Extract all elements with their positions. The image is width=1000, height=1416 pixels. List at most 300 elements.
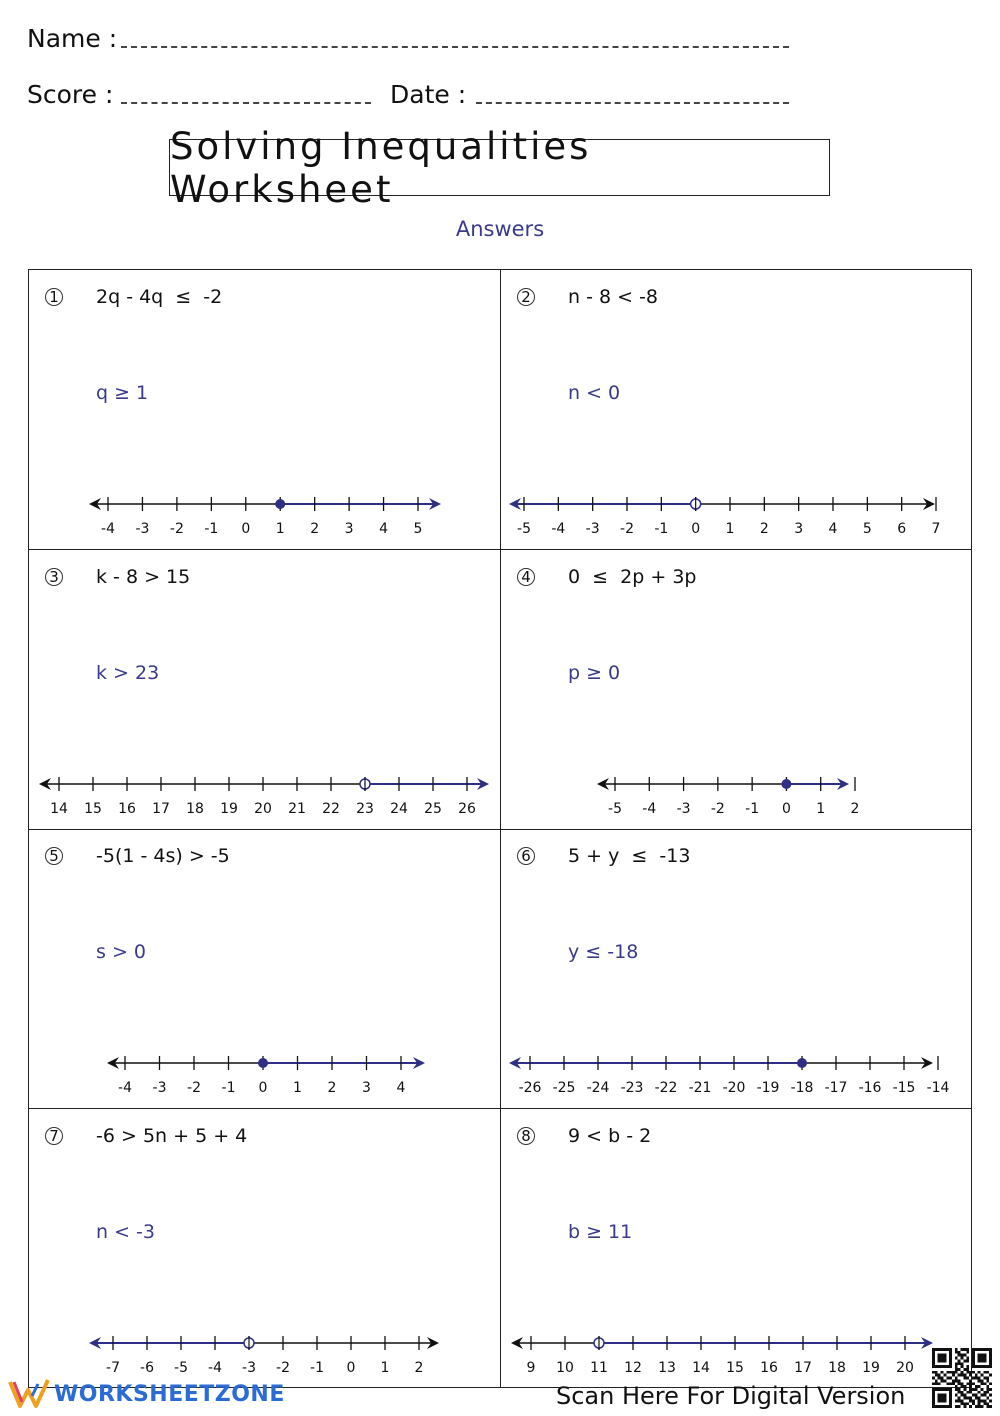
problem-number: 1: [45, 288, 63, 306]
qr-module: [981, 1405, 984, 1408]
tick-label: 24: [390, 800, 408, 817]
qr-module: [943, 1397, 946, 1400]
qr-module: [932, 1402, 935, 1405]
qr-module: [941, 1379, 944, 1382]
answer-text: n < -3: [96, 1220, 155, 1243]
qr-module: [932, 1399, 935, 1402]
qr-module: [946, 1371, 949, 1374]
tick-label: 2: [414, 1359, 424, 1376]
date-label: Date :: [390, 80, 467, 109]
problem-cell: [29, 1109, 501, 1389]
qr-module: [932, 1359, 935, 1362]
tick-label: 1: [816, 800, 826, 817]
number-line: [501, 1319, 973, 1389]
qr-module: [943, 1354, 946, 1357]
problem-cell: [501, 550, 973, 830]
qr-module: [958, 1359, 961, 1362]
tick-label: 10: [556, 1359, 574, 1376]
score-line[interactable]: [121, 102, 371, 104]
number-line: [501, 1039, 973, 1109]
qr-module: [981, 1388, 984, 1391]
qr-module: [955, 1377, 958, 1380]
tick-label: -23: [620, 1080, 644, 1096]
tick-label: -1: [654, 521, 669, 537]
qr-module: [938, 1394, 941, 1397]
qr-module: [978, 1402, 981, 1405]
qr-module: [961, 1382, 964, 1385]
qr-module: [972, 1359, 975, 1362]
qr-module: [983, 1365, 986, 1368]
qr-module: [981, 1399, 984, 1402]
qr-module: [972, 1377, 975, 1380]
tick-label: -2: [169, 521, 184, 537]
qr-module: [949, 1397, 952, 1400]
qr-module: [972, 1371, 975, 1374]
qr-module: [975, 1394, 978, 1397]
qr-module: [966, 1402, 969, 1405]
qr-module: [943, 1357, 946, 1360]
problem-text: 9 < b - 2: [568, 1124, 652, 1147]
tick-label: -1: [745, 800, 760, 817]
qr-module: [989, 1359, 992, 1362]
tick-label: -14: [926, 1080, 950, 1096]
qr-module: [935, 1348, 938, 1351]
qr-module: [938, 1388, 941, 1391]
tick-label: 2: [759, 521, 769, 537]
qr-module: [938, 1348, 941, 1351]
qr-module: [949, 1391, 952, 1394]
tick-label: 7: [931, 521, 941, 537]
qr-module: [958, 1397, 961, 1400]
tick-label: 18: [828, 1359, 846, 1376]
qr-module: [961, 1371, 964, 1374]
qr-module: [989, 1348, 992, 1351]
tick-label: 15: [84, 800, 102, 817]
tick-label: 2: [327, 1080, 337, 1096]
qr-module: [952, 1379, 955, 1382]
qr-module: [978, 1371, 981, 1374]
qr-module: [955, 1351, 958, 1354]
tick-label: -3: [242, 1359, 256, 1376]
qr-module: [963, 1394, 966, 1397]
problem-text: -6 > 5n + 5 + 4: [96, 1124, 248, 1147]
qr-module: [938, 1374, 941, 1377]
tick-label: -4: [642, 800, 657, 817]
qr-module: [989, 1388, 992, 1391]
tick-label: 2: [310, 521, 320, 537]
qr-module: [932, 1348, 935, 1351]
qr-module: [943, 1348, 946, 1351]
qr-module: [983, 1402, 986, 1405]
tick-label: 1: [725, 521, 735, 537]
tick-label: 3: [344, 521, 354, 537]
answer-text: n < 0: [568, 382, 621, 404]
tick-label: -5: [174, 1359, 188, 1376]
qr-module: [932, 1397, 935, 1400]
qr-module: [978, 1359, 981, 1362]
problem-cell: [501, 829, 973, 1109]
qr-module: [946, 1365, 949, 1368]
qr-module: [981, 1357, 984, 1360]
qr-module: [941, 1377, 944, 1380]
tick-label: 6: [897, 521, 907, 537]
qr-module: [949, 1365, 952, 1368]
qr-module: [989, 1362, 992, 1365]
qr-module: [989, 1365, 992, 1368]
qr-module: [955, 1348, 958, 1351]
tick-label: -3: [152, 1080, 167, 1096]
qr-module: [983, 1348, 986, 1351]
qr-module: [949, 1357, 952, 1360]
qr-module: [975, 1377, 978, 1380]
qr-module: [955, 1394, 958, 1397]
problem-number: 5: [45, 847, 63, 865]
qr-module: [932, 1371, 935, 1374]
qr-module: [978, 1397, 981, 1400]
qr-module: [969, 1391, 972, 1394]
qr-module: [978, 1365, 981, 1368]
tick-label: -20: [722, 1080, 746, 1096]
qr-module: [955, 1362, 958, 1365]
qr-module: [961, 1354, 964, 1357]
tick-label: 5: [413, 521, 423, 537]
qr-module: [963, 1374, 966, 1377]
qr-module: [983, 1357, 986, 1360]
qr-module: [938, 1405, 941, 1408]
title-text: Solving Inequalities Worksheet: [170, 124, 592, 211]
qr-module: [981, 1374, 984, 1377]
tick-label: 15: [726, 1359, 744, 1376]
tick-label: 22: [322, 800, 340, 817]
qr-module: [989, 1357, 992, 1360]
qr-module: [943, 1388, 946, 1391]
qr-module: [966, 1351, 969, 1354]
qr-module: [932, 1394, 935, 1397]
qr-module: [986, 1385, 989, 1388]
qr-module: [958, 1362, 961, 1365]
qr-module: [981, 1354, 984, 1357]
tick-label: -2: [187, 1080, 201, 1096]
qr-module: [943, 1394, 946, 1397]
qr-module: [961, 1374, 964, 1377]
tick-label: 19: [220, 800, 238, 817]
qr-module: [981, 1359, 984, 1362]
tick-label: -22: [654, 1080, 678, 1096]
qr-module: [943, 1399, 946, 1402]
qr-module: [941, 1397, 944, 1400]
qr-module: [966, 1382, 969, 1385]
qr-module: [946, 1388, 949, 1391]
tick-label: 16: [760, 1359, 778, 1376]
tick-label: -4: [551, 521, 566, 537]
qr-module: [986, 1391, 989, 1394]
qr-module: [938, 1377, 941, 1380]
qr-module: [983, 1377, 986, 1380]
qr-module: [966, 1368, 969, 1371]
qr-module: [978, 1399, 981, 1402]
qr-code-icon[interactable]: [932, 1348, 992, 1408]
qr-module: [978, 1357, 981, 1360]
tick-label: -21: [688, 1080, 712, 1096]
name-line[interactable]: [121, 46, 789, 48]
qr-module: [972, 1394, 975, 1397]
qr-module: [961, 1399, 964, 1402]
qr-module: [966, 1357, 969, 1360]
qr-module: [938, 1382, 941, 1385]
qr-module: [981, 1382, 984, 1385]
qr-module: [978, 1354, 981, 1357]
qr-module: [966, 1391, 969, 1394]
qr-module: [941, 1354, 944, 1357]
qr-module: [946, 1382, 949, 1385]
qr-module: [963, 1385, 966, 1388]
problem-cell: [501, 1109, 973, 1389]
qr-module: [975, 1385, 978, 1388]
qr-module: [972, 1362, 975, 1365]
qr-module: [943, 1359, 946, 1362]
closed-point: [258, 1058, 268, 1068]
qr-module: [935, 1365, 938, 1368]
qr-module: [941, 1405, 944, 1408]
qr-module: [952, 1374, 955, 1377]
qr-module: [943, 1374, 946, 1377]
tick-label: -5: [608, 800, 622, 817]
qr-module: [981, 1379, 984, 1382]
qr-module: [969, 1399, 972, 1402]
tick-label: 19: [862, 1359, 880, 1376]
tick-label: 13: [658, 1359, 676, 1376]
qr-module: [941, 1365, 944, 1368]
tick-label: 4: [379, 521, 389, 537]
tick-label: 23: [356, 800, 374, 817]
qr-module: [978, 1391, 981, 1394]
tick-label: -26: [518, 1080, 542, 1096]
tick-label: 20: [254, 800, 272, 817]
qr-module: [946, 1377, 949, 1380]
qr-module: [958, 1382, 961, 1385]
qr-module: [972, 1365, 975, 1368]
qr-module: [946, 1348, 949, 1351]
qr-module: [983, 1399, 986, 1402]
tick-label: -3: [585, 521, 600, 537]
tick-label: -15: [892, 1080, 916, 1096]
qr-module: [932, 1362, 935, 1365]
qr-module: [963, 1397, 966, 1400]
problem-number: 3: [45, 568, 63, 586]
qr-module: [989, 1382, 992, 1385]
qr-module: [969, 1374, 972, 1377]
qr-module: [986, 1388, 989, 1391]
tick-label: -2: [620, 521, 634, 537]
problem-number: 6: [517, 847, 535, 865]
tick-label: -3: [135, 521, 150, 537]
qr-module: [949, 1405, 952, 1408]
qr-module: [941, 1388, 944, 1391]
tick-label: 1: [275, 521, 285, 537]
qr-module: [963, 1348, 966, 1351]
tick-label: 26: [458, 800, 476, 817]
tick-label: -4: [101, 521, 115, 537]
problem-text: 0 ≤ 2p + 3p: [568, 565, 697, 588]
qr-module: [949, 1362, 952, 1365]
scan-text: Scan Here For Digital Version: [556, 1382, 906, 1410]
qr-module: [946, 1405, 949, 1408]
qr-module: [978, 1348, 981, 1351]
number-line: [29, 480, 501, 550]
qr-module: [986, 1402, 989, 1405]
answers-subtitle: Answers: [455, 217, 545, 241]
problem-text: k - 8 > 15: [96, 565, 191, 588]
qr-module: [975, 1365, 978, 1368]
qr-module: [958, 1368, 961, 1371]
answer-text: y ≤ -18: [568, 941, 639, 963]
qr-module: [972, 1388, 975, 1391]
qr-module: [935, 1371, 938, 1374]
qr-module: [969, 1385, 972, 1388]
tick-label: -2: [710, 800, 725, 817]
answer-text: p ≥ 0: [568, 661, 621, 684]
qr-module: [969, 1388, 972, 1391]
qr-module: [941, 1394, 944, 1397]
qr-module: [972, 1354, 975, 1357]
tick-label: 0: [781, 800, 791, 817]
qr-module: [966, 1377, 969, 1380]
qr-module: [969, 1405, 972, 1408]
problem-text: 5 + y ≤ -13: [568, 845, 691, 867]
closed-point: [781, 779, 791, 789]
qr-module: [949, 1351, 952, 1354]
qr-module: [972, 1357, 975, 1360]
qr-module: [949, 1394, 952, 1397]
qr-module: [961, 1357, 964, 1360]
tick-label: 5: [862, 521, 872, 537]
tick-label: 0: [258, 1080, 268, 1096]
qr-module: [975, 1405, 978, 1408]
qr-module: [949, 1402, 952, 1405]
tick-label: 21: [288, 800, 306, 817]
qr-module: [932, 1388, 935, 1391]
qr-module: [963, 1377, 966, 1380]
tick-label: -4: [208, 1359, 222, 1376]
qr-module: [949, 1354, 952, 1357]
date-line[interactable]: [476, 102, 789, 104]
qr-module: [983, 1359, 986, 1362]
number-line: [29, 760, 501, 830]
qr-module: [989, 1405, 992, 1408]
problem-number: 2: [517, 288, 535, 306]
qr-module: [983, 1371, 986, 1374]
qr-module: [955, 1357, 958, 1360]
tick-label: -1: [310, 1359, 324, 1376]
tick-label: 9: [526, 1359, 536, 1376]
qr-module: [963, 1405, 966, 1408]
number-line: [501, 480, 973, 550]
qr-module: [986, 1377, 989, 1380]
qr-module: [969, 1371, 972, 1374]
qr-module: [981, 1394, 984, 1397]
tick-label: 2: [850, 800, 860, 817]
qr-module: [986, 1379, 989, 1382]
qr-module: [972, 1351, 975, 1354]
tick-label: -4: [118, 1080, 132, 1096]
closed-point: [797, 1058, 807, 1068]
qr-module: [961, 1362, 964, 1365]
qr-module: [981, 1348, 984, 1351]
tick-label: 17: [794, 1359, 812, 1376]
qr-module: [938, 1365, 941, 1368]
tick-label: -3: [676, 800, 691, 817]
qr-module: [989, 1394, 992, 1397]
answer-text: k > 23: [96, 661, 160, 684]
qr-module: [958, 1388, 961, 1391]
score-label: Score :: [27, 80, 114, 109]
problem-grid: [28, 269, 972, 1388]
tick-label: 1: [293, 1080, 302, 1096]
qr-module: [955, 1405, 958, 1408]
qr-module: [938, 1399, 941, 1402]
qr-module: [961, 1385, 964, 1388]
logo-text: WORKSHEETZONE: [54, 1381, 285, 1407]
qr-module: [958, 1351, 961, 1354]
qr-module: [966, 1359, 969, 1362]
qr-module: [941, 1359, 944, 1362]
tick-label: 18: [186, 800, 204, 817]
tick-label: -1: [221, 1080, 236, 1096]
problem-number: 4: [517, 568, 535, 586]
qr-module: [958, 1379, 961, 1382]
qr-module: [978, 1405, 981, 1408]
qr-module: [935, 1388, 938, 1391]
qr-module: [935, 1382, 938, 1385]
qr-module: [986, 1348, 989, 1351]
problem-text: 2q - 4q ≤ -2: [96, 286, 223, 308]
qr-module: [938, 1359, 941, 1362]
qr-module: [949, 1382, 952, 1385]
qr-module: [955, 1371, 958, 1374]
problem-cell: [501, 270, 973, 550]
tick-label: 4: [828, 521, 838, 537]
qr-module: [961, 1348, 964, 1351]
qr-module: [941, 1399, 944, 1402]
qr-module: [986, 1405, 989, 1408]
qr-module: [958, 1405, 961, 1408]
qr-module: [972, 1402, 975, 1405]
qr-module: [975, 1374, 978, 1377]
qr-module: [941, 1371, 944, 1374]
tick-label: -25: [552, 1080, 576, 1096]
problem-cell: [29, 550, 501, 830]
qr-module: [963, 1359, 966, 1362]
qr-module: [989, 1351, 992, 1354]
answer-text: b ≥ 11: [568, 1220, 633, 1243]
qr-module: [932, 1354, 935, 1357]
qr-module: [983, 1391, 986, 1394]
qr-module: [961, 1402, 964, 1405]
qr-module: [961, 1394, 964, 1397]
problem-text: n - 8 < -8: [568, 286, 659, 308]
qr-module: [952, 1371, 955, 1374]
qr-module: [989, 1374, 992, 1377]
tick-label: 3: [362, 1080, 371, 1096]
worksheetzone-logo: [8, 1376, 285, 1412]
qr-module: [969, 1379, 972, 1382]
tick-label: -17: [824, 1080, 848, 1096]
qr-module: [949, 1371, 952, 1374]
qr-module: [963, 1402, 966, 1405]
qr-module: [966, 1371, 969, 1374]
number-line: [501, 760, 973, 830]
qr-module: [932, 1357, 935, 1360]
